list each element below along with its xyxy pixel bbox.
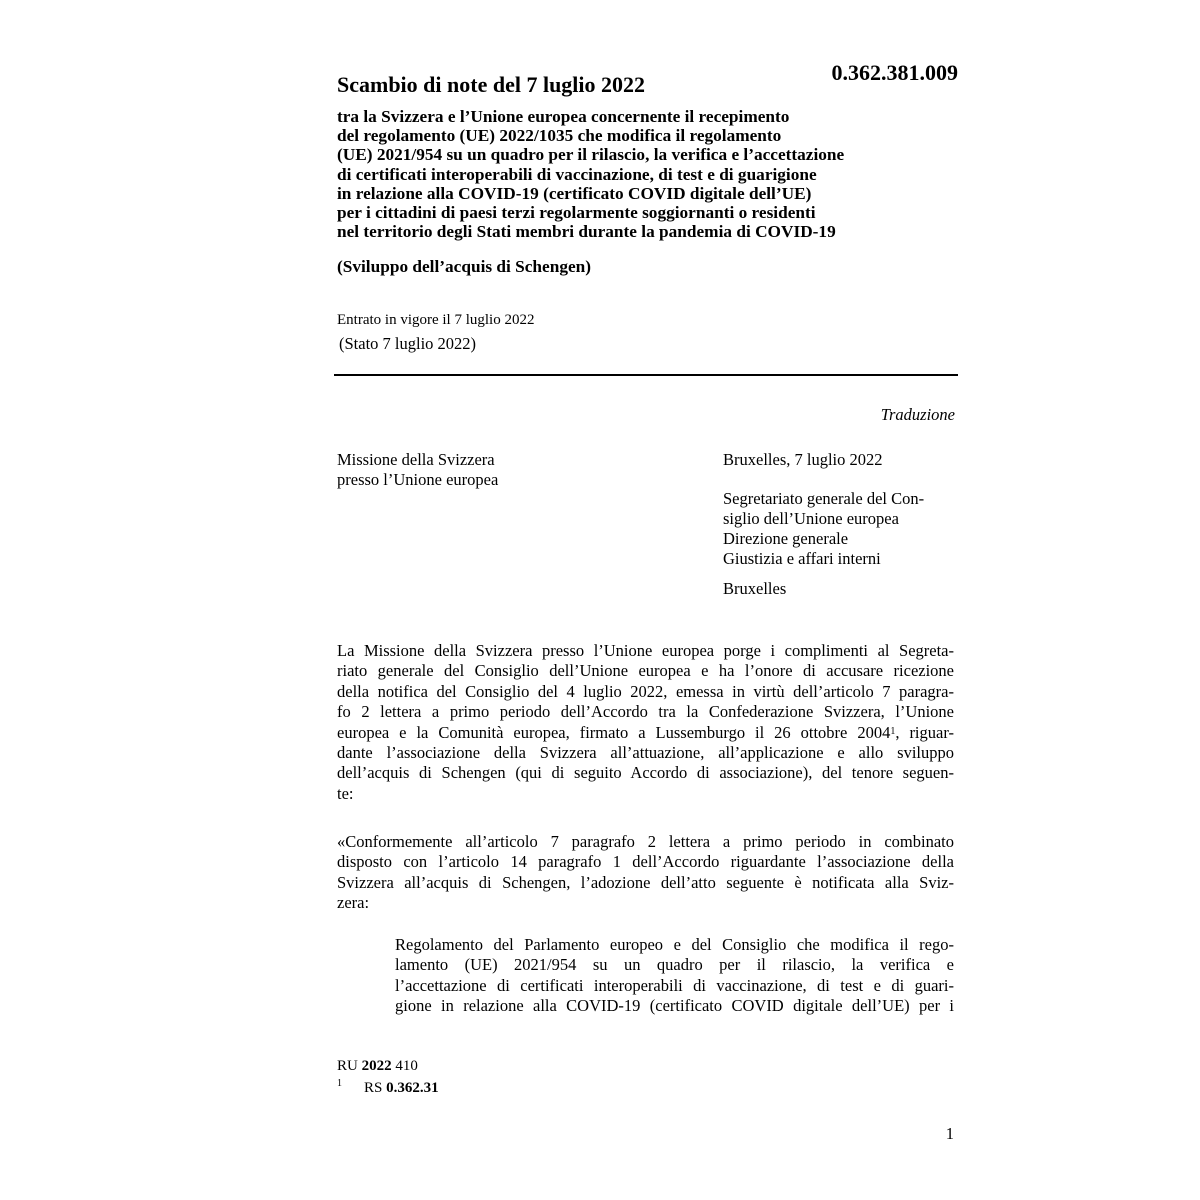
document-title: Scambio di note del 7 luglio 2022 xyxy=(337,72,646,97)
paragraph-line: te: xyxy=(337,783,354,803)
page-number: 1 xyxy=(945,1124,954,1143)
ru-page: 410 xyxy=(395,1058,418,1074)
footnote-ru xyxy=(337,1058,418,1075)
recipient-line: Giustizia e affari interni xyxy=(723,549,881,568)
paragraph-line: della notifica del Consiglio del 4 luglio 2022, emessa in virtù dell’articolo 7 paragra- xyxy=(337,681,954,701)
paragraph-line: La Missione della Svizzera presso l’Unione europea porge i complimenti al Segreta- xyxy=(337,641,954,660)
footnote-ref-1[interactable]: 1 xyxy=(890,725,896,737)
subtitle-line: tra la Svizzera e l’Unione europea concernente il recepimento xyxy=(337,107,790,126)
subtitle-line: per i cittadini di paesi terzi regolarmente soggiornanti o residenti xyxy=(337,203,816,223)
paragraph-line: dell’acquis di Schengen (qui di seguito Accordo di associazione), del tenore seguen- xyxy=(337,763,954,783)
paragraph-line: fo 2 lettera a primo periodo dell’Accordo tra la Confederazione Svizzera, l’Unione xyxy=(337,702,954,722)
footnote-prefix: RS xyxy=(364,1080,383,1096)
subtitle-line: del regolamento (UE) 2022/1035 che modifica il regolamento xyxy=(337,126,782,146)
paragraph-line: Svizzera all’acquis di Schengen, l’adozione dell’atto seguente è notificata alla Sviz- xyxy=(337,872,954,892)
line-tail: , riguar- xyxy=(895,722,954,742)
recipient-line: siglio dell’Unione europea xyxy=(723,509,899,528)
sender-line: Missione della Svizzera xyxy=(337,450,495,469)
paragraph-line: disposto con l’articolo 14 paragrafo 1 dell’Accordo riguardante l’associazione della xyxy=(337,852,954,872)
paragraph-line-with-ref xyxy=(337,723,954,743)
recipient-city: Bruxelles xyxy=(723,579,787,598)
paragraph-line: gione in relazione alla COVID-19 (certificato COVID digitale dell’UE) per i xyxy=(395,996,954,1016)
ru-prefix: RU xyxy=(337,1058,358,1074)
footnote-mark: 1 xyxy=(337,1078,342,1089)
header-divider xyxy=(334,374,958,376)
sender-line: presso l’Unione europea xyxy=(337,470,499,489)
body-paragraph-2 xyxy=(337,832,954,914)
body-paragraph-1 xyxy=(337,641,954,804)
translation-label: Traduzione xyxy=(880,405,955,424)
schengen-note: (Sviluppo dell’acquis di Schengen) xyxy=(337,257,592,276)
paragraph-line: dante l’associazione della Svizzera all’attuazione, all’applicazione e allo sviluppo xyxy=(337,742,954,762)
subtitle-line: di certificati interoperabili di vaccinazione, di test e di guarigione xyxy=(337,164,817,184)
footnote-ref-link[interactable]: 0.362.31 xyxy=(386,1080,439,1096)
subtitle-line: in relazione alla COVID-19 (certificato COVID digitale dell’UE) xyxy=(337,183,812,203)
paragraph-line: Regolamento del Parlamento europeo e del Consiglio che modifica il rego- xyxy=(395,935,954,954)
recipient-line: Direzione generale xyxy=(723,529,849,548)
paragraph-line: riato generale del Consiglio dell’Unione europea e ha l’onore di accusare ricezione xyxy=(337,661,954,681)
sr-number: 0.362.381.009 xyxy=(831,60,958,85)
subtitle-line: nel territorio degli Stati membri durante la pandemia di COVID-19 xyxy=(337,222,836,242)
place-date: Bruxelles, 7 luglio 2022 xyxy=(723,450,883,469)
footnote-1 xyxy=(337,1080,439,1097)
recipient-line: Segretariato generale del Con- xyxy=(723,489,925,508)
line-text: europea e la Comunità europea, firmato a Lussemburgo il 26 ottobre 2004 xyxy=(337,722,891,742)
body-paragraph-3-indented xyxy=(395,935,954,1017)
sender-block xyxy=(337,450,498,490)
in-force-date: Entrato in vigore il 7 luglio 2022 xyxy=(337,312,535,328)
document-subtitle xyxy=(337,107,957,241)
paragraph-line: zera: xyxy=(337,893,370,913)
ru-year: 2022 xyxy=(361,1058,392,1074)
paragraph-line: l’accettazione di certificati interoperabili di vaccinazione, di test e di guari- xyxy=(395,975,954,995)
recipient-block xyxy=(723,489,924,569)
paragraph-line: lamento (UE) 2021/954 su un quadro per il rilascio, la verifica e xyxy=(395,955,954,975)
subtitle-line: (UE) 2021/954 su un quadro per il rilascio, la verifica e l’accettazione xyxy=(337,145,845,165)
paragraph-line: «Conformemente all’articolo 7 paragrafo 2 lettera a primo periodo in combinato xyxy=(337,832,954,851)
status-date: (Stato 7 luglio 2022) xyxy=(339,334,477,353)
